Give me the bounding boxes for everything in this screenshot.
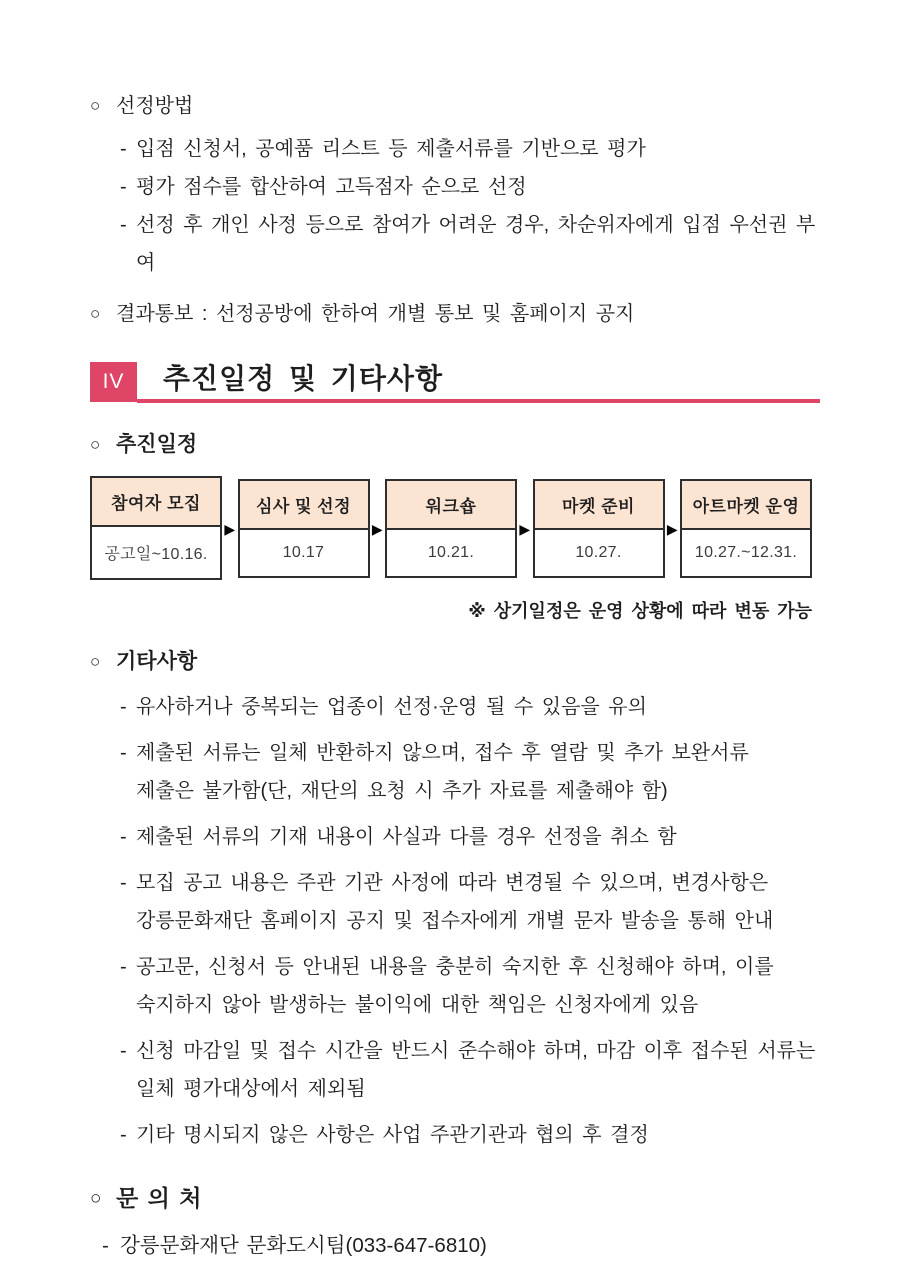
- dash-bullet: -: [120, 1124, 127, 1146]
- list-item: [120, 130, 820, 168]
- arrow-right-icon: ▶: [519, 520, 531, 537]
- flow-step-1: [90, 476, 222, 580]
- circle-bullet-icon: ○: [90, 1188, 102, 1209]
- flow-step-date: 10.27.: [575, 543, 622, 561]
- flow-step-label: 심사 및 선정: [240, 481, 368, 530]
- list-item-text: 선정 후 개인 사정 등으로 참여가 어려운 경우, 차순위자에게 입점 우선권 부여: [136, 214, 816, 274]
- list-item: [120, 688, 820, 726]
- dash-bullet: -: [120, 696, 127, 718]
- list-item: [120, 206, 820, 282]
- dash-bullet: -: [120, 742, 127, 764]
- list-item-text: 공고문, 신청서 등 안내된 내용을 충분히 숙지한 후 신청해야 하며, 이를: [136, 956, 774, 978]
- dash-bullet: -: [120, 138, 127, 160]
- schedule-heading: [90, 429, 820, 461]
- contact-heading-text: 문 의 처: [116, 1185, 202, 1211]
- circle-bullet-icon: ○: [90, 96, 101, 115]
- section-title-underline: [137, 362, 820, 403]
- list-item: [120, 168, 820, 206]
- flow-step-date: 10.17: [282, 543, 325, 561]
- flow-step-2: [238, 479, 370, 578]
- list-item: [120, 1032, 820, 1108]
- list-item: [120, 734, 820, 810]
- list-item: [120, 948, 820, 1024]
- selection-method-heading: [90, 90, 820, 122]
- selection-method-title: 선정방법: [116, 95, 194, 117]
- flow-step-5: [680, 479, 812, 578]
- dash-bullet: -: [120, 1040, 127, 1062]
- arrow-right-icon: ▶: [224, 520, 236, 537]
- misc-heading-text: 기타사항: [116, 650, 198, 673]
- contact-line: [102, 1229, 820, 1263]
- list-item-text: 숙지하지 않아 발생하는 불이익에 대한 책임은 신청자에게 있음: [136, 994, 699, 1016]
- flow-step-4: [533, 479, 665, 578]
- schedule-heading-text: 추진일정: [116, 433, 198, 456]
- dash-bullet: -: [120, 214, 127, 236]
- contact-text: 강릉문화재단 문화도시팀(033-647-6810): [120, 1234, 487, 1257]
- misc-items: [120, 688, 820, 1154]
- list-item-text: 유사하거나 중복되는 업종이 선정·운영 될 수 있음을 유의: [136, 696, 647, 718]
- list-item: [120, 818, 820, 856]
- list-item: [120, 864, 820, 940]
- list-item-text: 기타 명시되지 않은 사항은 사업 주관기관과 협의 후 결정: [136, 1124, 649, 1146]
- flow-step-label: 아트마켓 운영: [682, 481, 810, 530]
- arrow-right-icon: ▶: [371, 520, 383, 537]
- flow-step-date: 10.21.: [427, 543, 475, 561]
- section-title: 추진일정 및 기타사항: [163, 363, 443, 394]
- section-number-badge: IV: [90, 362, 137, 402]
- circle-bullet-icon: ○: [90, 435, 101, 454]
- dash-bullet: -: [120, 826, 127, 848]
- flow-step-3: [385, 479, 517, 578]
- dash-bullet: -: [120, 872, 127, 894]
- selection-method-items: [120, 130, 820, 282]
- list-item-text: 입점 신청서, 공예품 리스트 등 제출서류를 기반으로 평가: [136, 138, 646, 160]
- flow-step-date: 공고일~10.16.: [104, 546, 208, 563]
- list-item-text: 제출은 불가함(단, 재단의 요청 시 추가 자료를 제출해야 함): [136, 780, 668, 802]
- dash-bullet: -: [120, 956, 127, 978]
- circle-bullet-icon: ○: [90, 304, 101, 323]
- section-4-header: [90, 362, 820, 402]
- contact-heading: [90, 1182, 820, 1215]
- schedule-flowchart: [90, 476, 812, 580]
- list-item: [120, 1116, 820, 1154]
- arrow-right-icon: ▶: [666, 520, 678, 537]
- flow-step-label: 참여자 모집: [92, 478, 220, 527]
- list-item-text: 신청 마감일 및 접수 시간을 반드시 준수해야 하며, 마감 이후 접수된 서류는: [136, 1040, 816, 1062]
- dash-bullet: -: [102, 1234, 109, 1257]
- list-item-text: 일체 평가대상에서 제외됨: [136, 1078, 366, 1100]
- list-item-text: 강릉문화재단 홈페이지 공지 및 접수자에게 개별 문자 발송을 통해 안내: [136, 910, 774, 932]
- result-notice-row: [90, 298, 820, 330]
- circle-bullet-icon: ○: [90, 652, 101, 671]
- flow-step-date: 10.27.~12.31.: [694, 543, 798, 561]
- list-item-text: 평가 점수를 합산하여 고득점자 순으로 선정: [136, 176, 527, 198]
- list-item-text: 제출된 서류는 일체 반환하지 않으며, 접수 후 열람 및 추가 보완서류: [136, 742, 749, 764]
- list-item-text: 모집 공고 내용은 주관 기관 사정에 따라 변경될 수 있으며, 변경사항은: [136, 872, 769, 894]
- list-item-text: 제출된 서류의 기재 내용이 사실과 다를 경우 선정을 취소 함: [136, 826, 677, 848]
- misc-heading: [90, 646, 820, 678]
- dash-bullet: -: [120, 176, 127, 198]
- schedule-note: ※ 상기일정은 운영 상황에 따라 변동 가능: [468, 601, 812, 621]
- result-notice-text: 결과통보 : 선정공방에 한하여 개별 통보 및 홈페이지 공지: [116, 303, 635, 325]
- flow-step-label: 워크숍: [387, 481, 515, 530]
- flow-step-label: 마켓 준비: [535, 481, 663, 530]
